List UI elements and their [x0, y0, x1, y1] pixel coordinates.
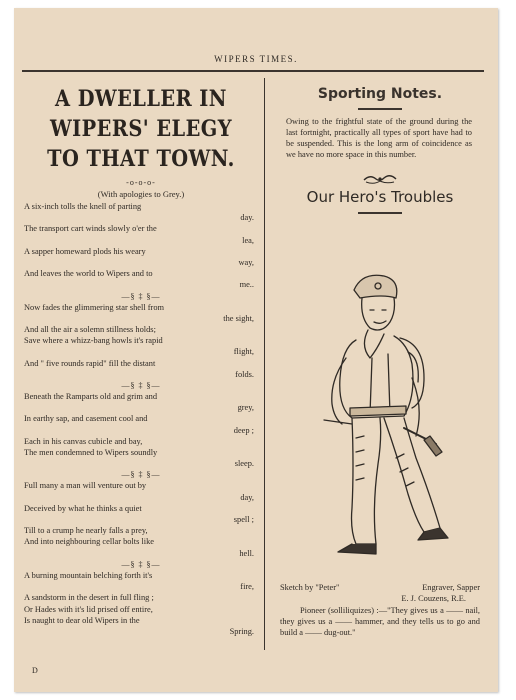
verse-line-continuation: folds.	[235, 369, 254, 379]
verse-line: Now fades the glimmering star shell from	[24, 302, 165, 312]
verse-line-continuation: flight,	[233, 347, 254, 357]
verse-line-continuation: deep ;	[233, 425, 254, 435]
hero-troubles-title: Our Hero's Troubles	[306, 188, 454, 206]
verse-line: Is naught to dear old Wipers in the	[24, 615, 140, 625]
verse-line: A six-inch tolls the knell of parting	[24, 202, 142, 211]
verse-line: Or Hades with it's lid prised off entire,	[24, 604, 153, 614]
verse-line: The men condemned to Wipers soundly	[24, 448, 158, 458]
verse-line: A sapper homeward plods his weary	[24, 246, 146, 256]
verse-line: Full many a man will venture out by	[24, 481, 147, 491]
verse-line-continuation: spell ;	[233, 515, 254, 525]
verse-line: Save where a whizz-bang howls it's rapid	[24, 336, 163, 346]
stanza-separator: —§ ‡ §—	[121, 381, 161, 391]
verse-line-continuation: the sight,	[223, 313, 254, 323]
title-ornament: -o-o-o-	[126, 178, 156, 187]
verse-line-continuation: hell.	[239, 548, 254, 558]
newspaper-page	[14, 8, 498, 692]
verse-line: And into neighbouring cellar bolts like	[24, 537, 155, 547]
verse-line: The transport cart winds slowly o'er the	[24, 224, 157, 234]
pioneer-sketch-illustration	[312, 268, 462, 568]
stanza-separator: —§ ‡ §—	[121, 470, 161, 480]
verse-line-continuation: me..	[239, 280, 254, 290]
verse-line-continuation: fire,	[240, 582, 254, 592]
verse-line-continuation: day,	[240, 492, 254, 502]
sketch-credit: Sketch by "Peter"	[280, 583, 340, 592]
sporting-notes-body: Owing to the frightful state of the ground during the last fortnight, practically all types of sport have had to be suspended. This is the long arm of coincidence as we have no more space in this number.	[286, 117, 472, 159]
verse-line-continuation: lea,	[242, 235, 254, 245]
verse-line-continuation: sleep.	[234, 459, 254, 469]
stanza-separator: —§ ‡ §—	[121, 291, 161, 301]
sketch-caption	[280, 582, 480, 638]
elegy-verse	[24, 201, 258, 637]
verse-line: A sandstorm in the desert in full fling ;	[24, 593, 154, 603]
verse-line: In earthy sap, and casement cool and	[24, 414, 148, 424]
verse-line: And " five rounds rapid" fill the distant	[24, 358, 156, 368]
header-rule	[22, 70, 484, 72]
page-signature-letter: D	[32, 666, 38, 675]
elegy-column	[24, 82, 258, 637]
engraver-credit: Engraver, Sapper	[422, 583, 480, 592]
elegy-title: A DWELLER IN WIPERS' ELEGY TO THAT TOWN.	[47, 86, 235, 172]
pioneer-speech: Pioneer (solliliquizes) :—"They gives us a —— nail, they gives us a —— hammer, and they tells us to go and build a —— dug-out."	[280, 606, 480, 637]
column-divider	[264, 78, 265, 650]
verse-line: And leaves the world to Wipers and to	[24, 269, 153, 279]
flourish-emblem-icon	[360, 172, 400, 186]
verse-line-continuation: way,	[238, 258, 254, 268]
verse-line: Till to a crump he nearly falls a prey,	[24, 526, 148, 536]
verse-line-continuation: grey,	[237, 403, 254, 413]
verse-line-continuation: day.	[240, 213, 254, 223]
notes-column	[272, 82, 488, 637]
engraver-name: E. J. Couzens, R.E.	[401, 594, 466, 603]
verse-line: A burning mountain belching forth it's	[24, 570, 153, 580]
verse-line: Beneath the Ramparts old and grim and	[24, 392, 158, 402]
verse-line-continuation: Spring.	[229, 626, 254, 636]
running-head: WIPERS TIMES.	[214, 54, 298, 64]
verse-line: Deceived by what he thinks a quiet	[24, 503, 142, 513]
stanza-separator: —§ ‡ §—	[121, 559, 161, 569]
short-rule-2	[358, 212, 402, 214]
apology-note: (With apologies to Grey.)	[97, 189, 185, 199]
verse-line: Each in his canvas cubicle and bay,	[24, 436, 143, 446]
sporting-notes-title: Sporting Notes.	[317, 86, 443, 102]
short-rule	[358, 108, 402, 110]
verse-line: And all the air a solemn stillness holds;	[24, 325, 156, 335]
